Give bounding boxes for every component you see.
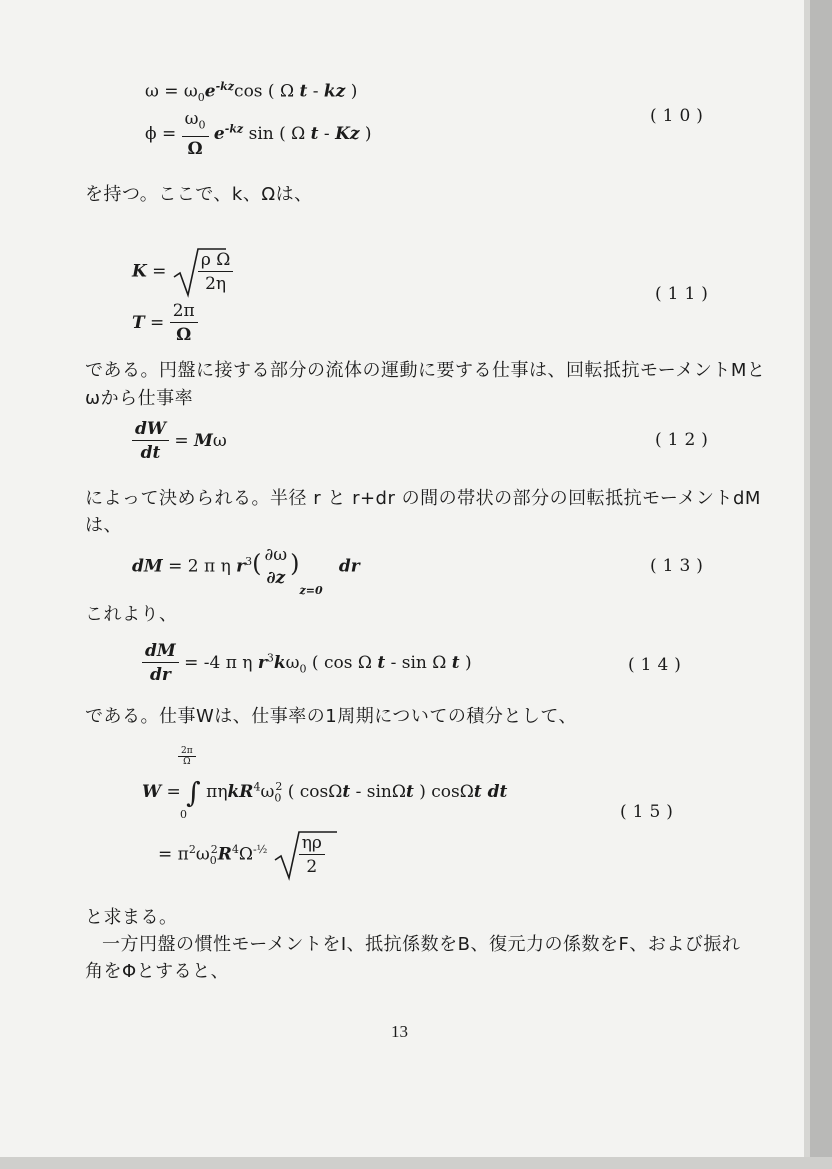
equation-10-omega: $\omega = \omega_0e^{-kz}\cos$ ( Ω t - kz ) <box>145 80 358 105</box>
equation-15-result: = $\pi^2\omega_0^2R^4\Omega^{-\frac{1}{2}}$ $\frac{\eta\rho}{2}$ <box>158 828 325 882</box>
paragraph-4: によって決められる。半径 r と r+dr の間の帯状の部分の回転抵抗モーメントdM <box>85 488 761 509</box>
equation-number-10: (10) <box>650 106 709 126</box>
page-number: 13 <box>391 1022 408 1041</box>
paragraph-3: ωから仕事率 <box>85 388 194 409</box>
equation-13: dM = 2 π η $r^3$( ∂ω ∂z )$_{z=0}$ dr <box>132 545 360 597</box>
paragraph-9: 一方円盤の慣性モーメントをI、抵抗係数をB、復元力の係数をF、および振れ <box>102 934 741 955</box>
paragraph-2: である。円盤に接する部分の流体の運動に要する仕事は、回転抵抗モーメントMと <box>85 360 766 381</box>
equation-12: $\frac{dW}{dt}$ = Mω <box>132 418 227 465</box>
equation-number-13: (13) <box>650 556 709 576</box>
equation-number-11: (11) <box>655 284 714 304</box>
equation-11-K: K = $\frac{\text{ρ Ω}}{2\eta}$ <box>132 245 233 299</box>
equation-number-15: (15) <box>620 802 679 822</box>
paragraph-7: である。仕事Wは、仕事率の1周期についての積分として、 <box>85 706 578 727</box>
equation-11-T: T = $\frac{2\pi}{\Omega}$ <box>132 300 198 347</box>
equation-10-phi: ϕ = $\frac{\omega_0}{\Omega}$ $e^{-kz}$ sin ( Ω t - Kz ) <box>145 109 372 160</box>
equation-number-14: (14) <box>628 655 687 675</box>
page-bottom-edge <box>0 1157 832 1169</box>
paragraph-8: と求まる。 <box>85 907 178 928</box>
equation-14: $\frac{dM}{dr}$ = -4 π η $r^3k\omega_0$ ( cos Ω t - sin Ω t ) <box>142 640 472 687</box>
paragraph-1: を持つ。ここで、k、Ωは、 <box>85 184 313 205</box>
paragraph-5: は、 <box>85 515 122 536</box>
equation-number-12: (12) <box>655 430 714 450</box>
paragraph-10: 角をΦとすると、 <box>85 961 230 982</box>
page-edge <box>810 0 832 1169</box>
paragraph-6: これより、 <box>85 604 178 625</box>
